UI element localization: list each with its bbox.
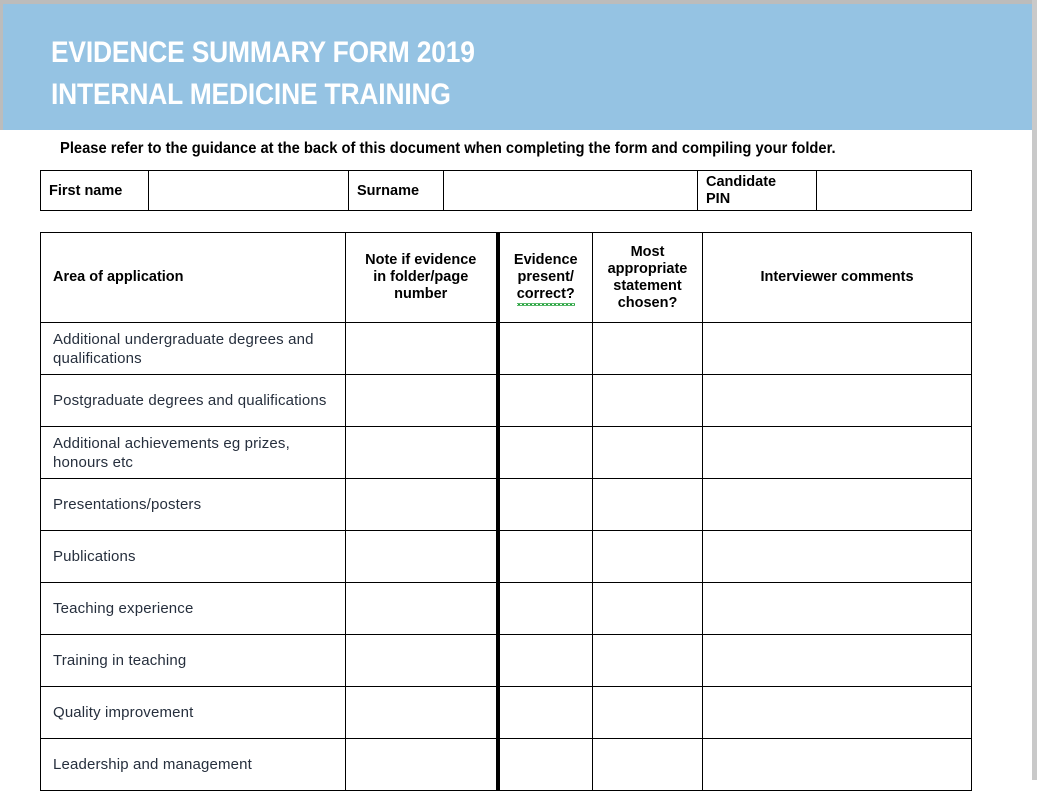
document-subtitle: INTERNAL MEDICINE TRAINING (51, 78, 451, 111)
table-row (41, 479, 972, 531)
header-line-3-misspelled: correct? (516, 285, 575, 302)
cell-note-folder-page[interactable] (346, 687, 498, 739)
cell-evidence-present[interactable] (498, 479, 593, 531)
evidence-table-header-row (41, 233, 972, 323)
header-line-3: statement (613, 277, 682, 294)
table-row (41, 635, 972, 687)
surname-label: Surname (349, 171, 444, 211)
cell-interviewer-comments[interactable] (703, 531, 972, 583)
cell-evidence-present[interactable] (498, 687, 593, 739)
document-title: EVIDENCE SUMMARY FORM 2019 (51, 36, 475, 69)
column-header-evidence-present (498, 233, 593, 323)
cell-statement-chosen[interactable] (593, 323, 703, 375)
cell-statement-chosen[interactable] (593, 479, 703, 531)
cell-interviewer-comments[interactable] (703, 583, 972, 635)
cell-evidence-present[interactable] (498, 427, 593, 479)
cell-area-of-application: Quality improvement (41, 687, 346, 739)
cell-statement-chosen[interactable] (593, 531, 703, 583)
column-header-area-of-application: Area of application (41, 233, 346, 323)
cell-evidence-present[interactable] (498, 739, 593, 791)
cell-interviewer-comments[interactable] (703, 739, 972, 791)
guidance-instruction: Please refer to the guidance at the back of this document when completing the form and compiling your folder. (60, 140, 836, 157)
cell-area-of-application: Teaching experience (41, 583, 346, 635)
cell-evidence-present[interactable] (498, 375, 593, 427)
cell-area-of-application: Additional achievements eg prizes, honours etc (41, 427, 346, 479)
table-row (41, 427, 972, 479)
cell-interviewer-comments[interactable] (703, 479, 972, 531)
cell-note-folder-page[interactable] (346, 323, 498, 375)
header-line-2: appropriate (607, 260, 688, 277)
column-header-interviewer-comments: Interviewer comments (703, 233, 972, 323)
cell-statement-chosen[interactable] (593, 687, 703, 739)
header-line-2: in folder/page (373, 269, 469, 285)
cell-note-folder-page[interactable] (346, 635, 498, 687)
cell-area-of-application: Training in teaching (41, 635, 346, 687)
cell-area-of-application: Publications (41, 531, 346, 583)
evidence-table-body (41, 323, 972, 791)
cell-note-folder-page[interactable] (346, 583, 498, 635)
cell-evidence-present[interactable] (498, 323, 593, 375)
cell-evidence-present[interactable] (498, 531, 593, 583)
table-row (41, 687, 972, 739)
cell-interviewer-comments[interactable] (703, 427, 972, 479)
first-name-label: First name (41, 171, 149, 211)
cell-interviewer-comments[interactable] (703, 635, 972, 687)
cell-interviewer-comments[interactable] (703, 687, 972, 739)
cell-note-folder-page[interactable] (346, 479, 498, 531)
table-row (41, 583, 972, 635)
table-row (41, 531, 972, 583)
cell-statement-chosen[interactable] (593, 375, 703, 427)
column-header-most-appropriate-statement (593, 233, 703, 323)
cell-area-of-application: Leadership and management (41, 739, 346, 791)
evidence-summary-table (40, 232, 972, 791)
cell-evidence-present[interactable] (498, 635, 593, 687)
header-line-3: number (394, 286, 448, 302)
cell-statement-chosen[interactable] (593, 427, 703, 479)
cell-statement-chosen[interactable] (593, 635, 703, 687)
cell-note-folder-page[interactable] (346, 427, 498, 479)
identity-row (41, 171, 972, 211)
table-row (41, 323, 972, 375)
header-line-1: Note if evidence (365, 252, 477, 268)
cell-interviewer-comments[interactable] (703, 323, 972, 375)
column-header-note-if-evidence (346, 233, 498, 323)
first-name-input[interactable] (149, 171, 349, 211)
header-banner (3, 4, 1032, 130)
cell-note-folder-page[interactable] (346, 739, 498, 791)
cell-note-folder-page[interactable] (346, 531, 498, 583)
surname-input[interactable] (444, 171, 698, 211)
candidate-pin-label: Candidate PIN (698, 171, 817, 211)
cell-note-folder-page[interactable] (346, 375, 498, 427)
header-line-2: present/ (517, 268, 574, 285)
header-line-1: Most (630, 243, 665, 260)
candidate-identity-table (40, 170, 972, 211)
cell-area-of-application: Presentations/posters (41, 479, 346, 531)
cell-interviewer-comments[interactable] (703, 375, 972, 427)
table-row (41, 739, 972, 791)
cell-area-of-application: Additional undergraduate degrees and qualifications (41, 323, 346, 375)
header-line-4: chosen? (617, 294, 678, 311)
header-line-1: Evidence (513, 251, 578, 268)
candidate-pin-input[interactable] (817, 171, 972, 211)
cell-statement-chosen[interactable] (593, 739, 703, 791)
cell-area-of-application: Postgraduate degrees and qualifications (41, 375, 346, 427)
cell-evidence-present[interactable] (498, 583, 593, 635)
page-edge-right (1032, 0, 1037, 780)
cell-statement-chosen[interactable] (593, 583, 703, 635)
table-row (41, 375, 972, 427)
